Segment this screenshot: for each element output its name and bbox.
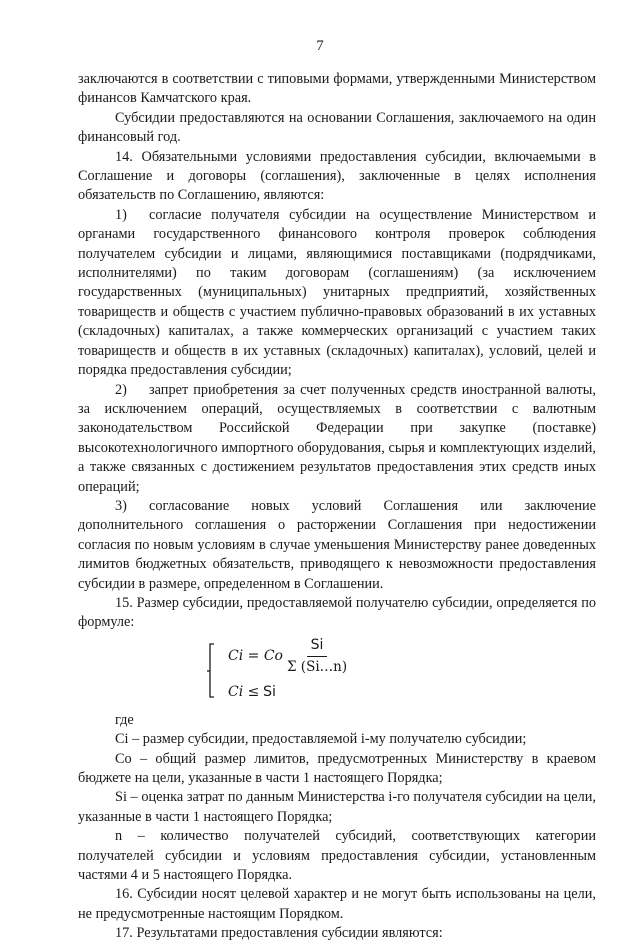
paragraph-14: 14. Обязательными условиями предоставления субсидии, включаемыми в Соглашение и договоры (соглашения), заключенные в целях исполнения обязательств по Соглашению, являются: bbox=[78, 148, 596, 204]
document-body bbox=[78, 70, 596, 944]
paragraph: Субсидии предоставляются на основании Соглашения, заключаемого на один финансовый год. bbox=[78, 109, 596, 146]
list-number: 2) bbox=[115, 381, 127, 398]
paragraph-15: 15. Размер субсидии, предоставляемой получателю субсидии, определяется по формуле: bbox=[78, 594, 596, 631]
list-item-1 bbox=[78, 206, 596, 381]
formula-row2-lhs: Ci ≤ bbox=[228, 683, 260, 700]
paragraph-17: 17. Результатами предоставления субсидии являются: bbox=[115, 925, 443, 942]
list-item-3 bbox=[78, 497, 596, 594]
definition-co: Со – общий размер лимитов, предусмотренных Министерству в краевом бюджете на цели, указанные в части 1 настоящего Порядка; bbox=[78, 750, 596, 786]
list-item-text: запрет приобретения за счет полученных средств иностранной валюты, за исключением операций, осуществляемых в соответствии с валютным законодательством Российской Федерации при закупке (поставке) высокотехнологичного импортного оборудования, сырья и комплектующих изделий, а также связанных с достижением результатов предоставления этих средств иных операций; bbox=[78, 381, 596, 495]
list-number: 1) bbox=[115, 206, 127, 223]
formula-fraction bbox=[287, 636, 347, 678]
formula-row2-rhs: Si bbox=[262, 683, 277, 700]
page-number: 7 bbox=[316, 38, 324, 54]
definition-ci: Ci – размер субсидии, предоставляемой i-му получателю субсидии; bbox=[115, 731, 527, 748]
formula-row-2 bbox=[228, 683, 276, 702]
definition-n: n – количество получателей субсидий, соответствующих категории получателей субсидии и условиям предоставления субсидии, установленным частями 4 и 5 настоящего Порядка. bbox=[78, 828, 596, 884]
where-label: где bbox=[115, 711, 134, 728]
brace-icon bbox=[206, 643, 216, 699]
list-number: 3) bbox=[115, 497, 127, 514]
list-item-text: согласие получателя субсидии на осуществление Министерством и органами государственного финансового контроля проверок соблюдения получателем субсидии и лицами, являющимися поставщиками (подрядчиками, исполнителями) по таким договорам (соглашениям) (за исключением государственных (муниципальных) унитарных предприятий, хозяйственных товариществ и обществ с участием публично-правовых образований в их уставных (складочных) капиталах, а также коммерческих организаций с участием таких товариществ и обществ в их уставных (складочных) капиталах), условий, целей и порядка предоставления субсидии; bbox=[78, 206, 596, 379]
list-item-2 bbox=[78, 381, 596, 497]
formula-denominator: Σ (Si…n) bbox=[286, 659, 348, 676]
formula bbox=[78, 637, 596, 709]
definition-si: Si – оценка затрат по данным Министерства i-го получателя субсидии на цели, указанные в части 1 настоящего Порядка; bbox=[78, 789, 596, 825]
formula-numerator: Si bbox=[307, 636, 328, 657]
list-item-text: согласование новых условий Соглашения или заключение дополнительного соглашения о расторжении Соглашения при недостижении согласия по новым условиям в случае уменьшения Министерству ранее доведенных лимитов бюджетных обязательств, приводящего к невозможности предоставления субсидии в размере, определенном в Соглашении. bbox=[78, 497, 596, 592]
paragraph: заключаются в соответствии с типовыми формами, утвержденными Министерством финансов Камчатского края. bbox=[78, 71, 596, 107]
formula-row-1 bbox=[228, 637, 347, 677]
paragraph-16: 16. Субсидии носят целевой характер и не могут быть использованы на цели, не предусмотренные настоящим Порядком. bbox=[78, 886, 596, 922]
formula-lhs: Ci = Co bbox=[228, 648, 283, 665]
